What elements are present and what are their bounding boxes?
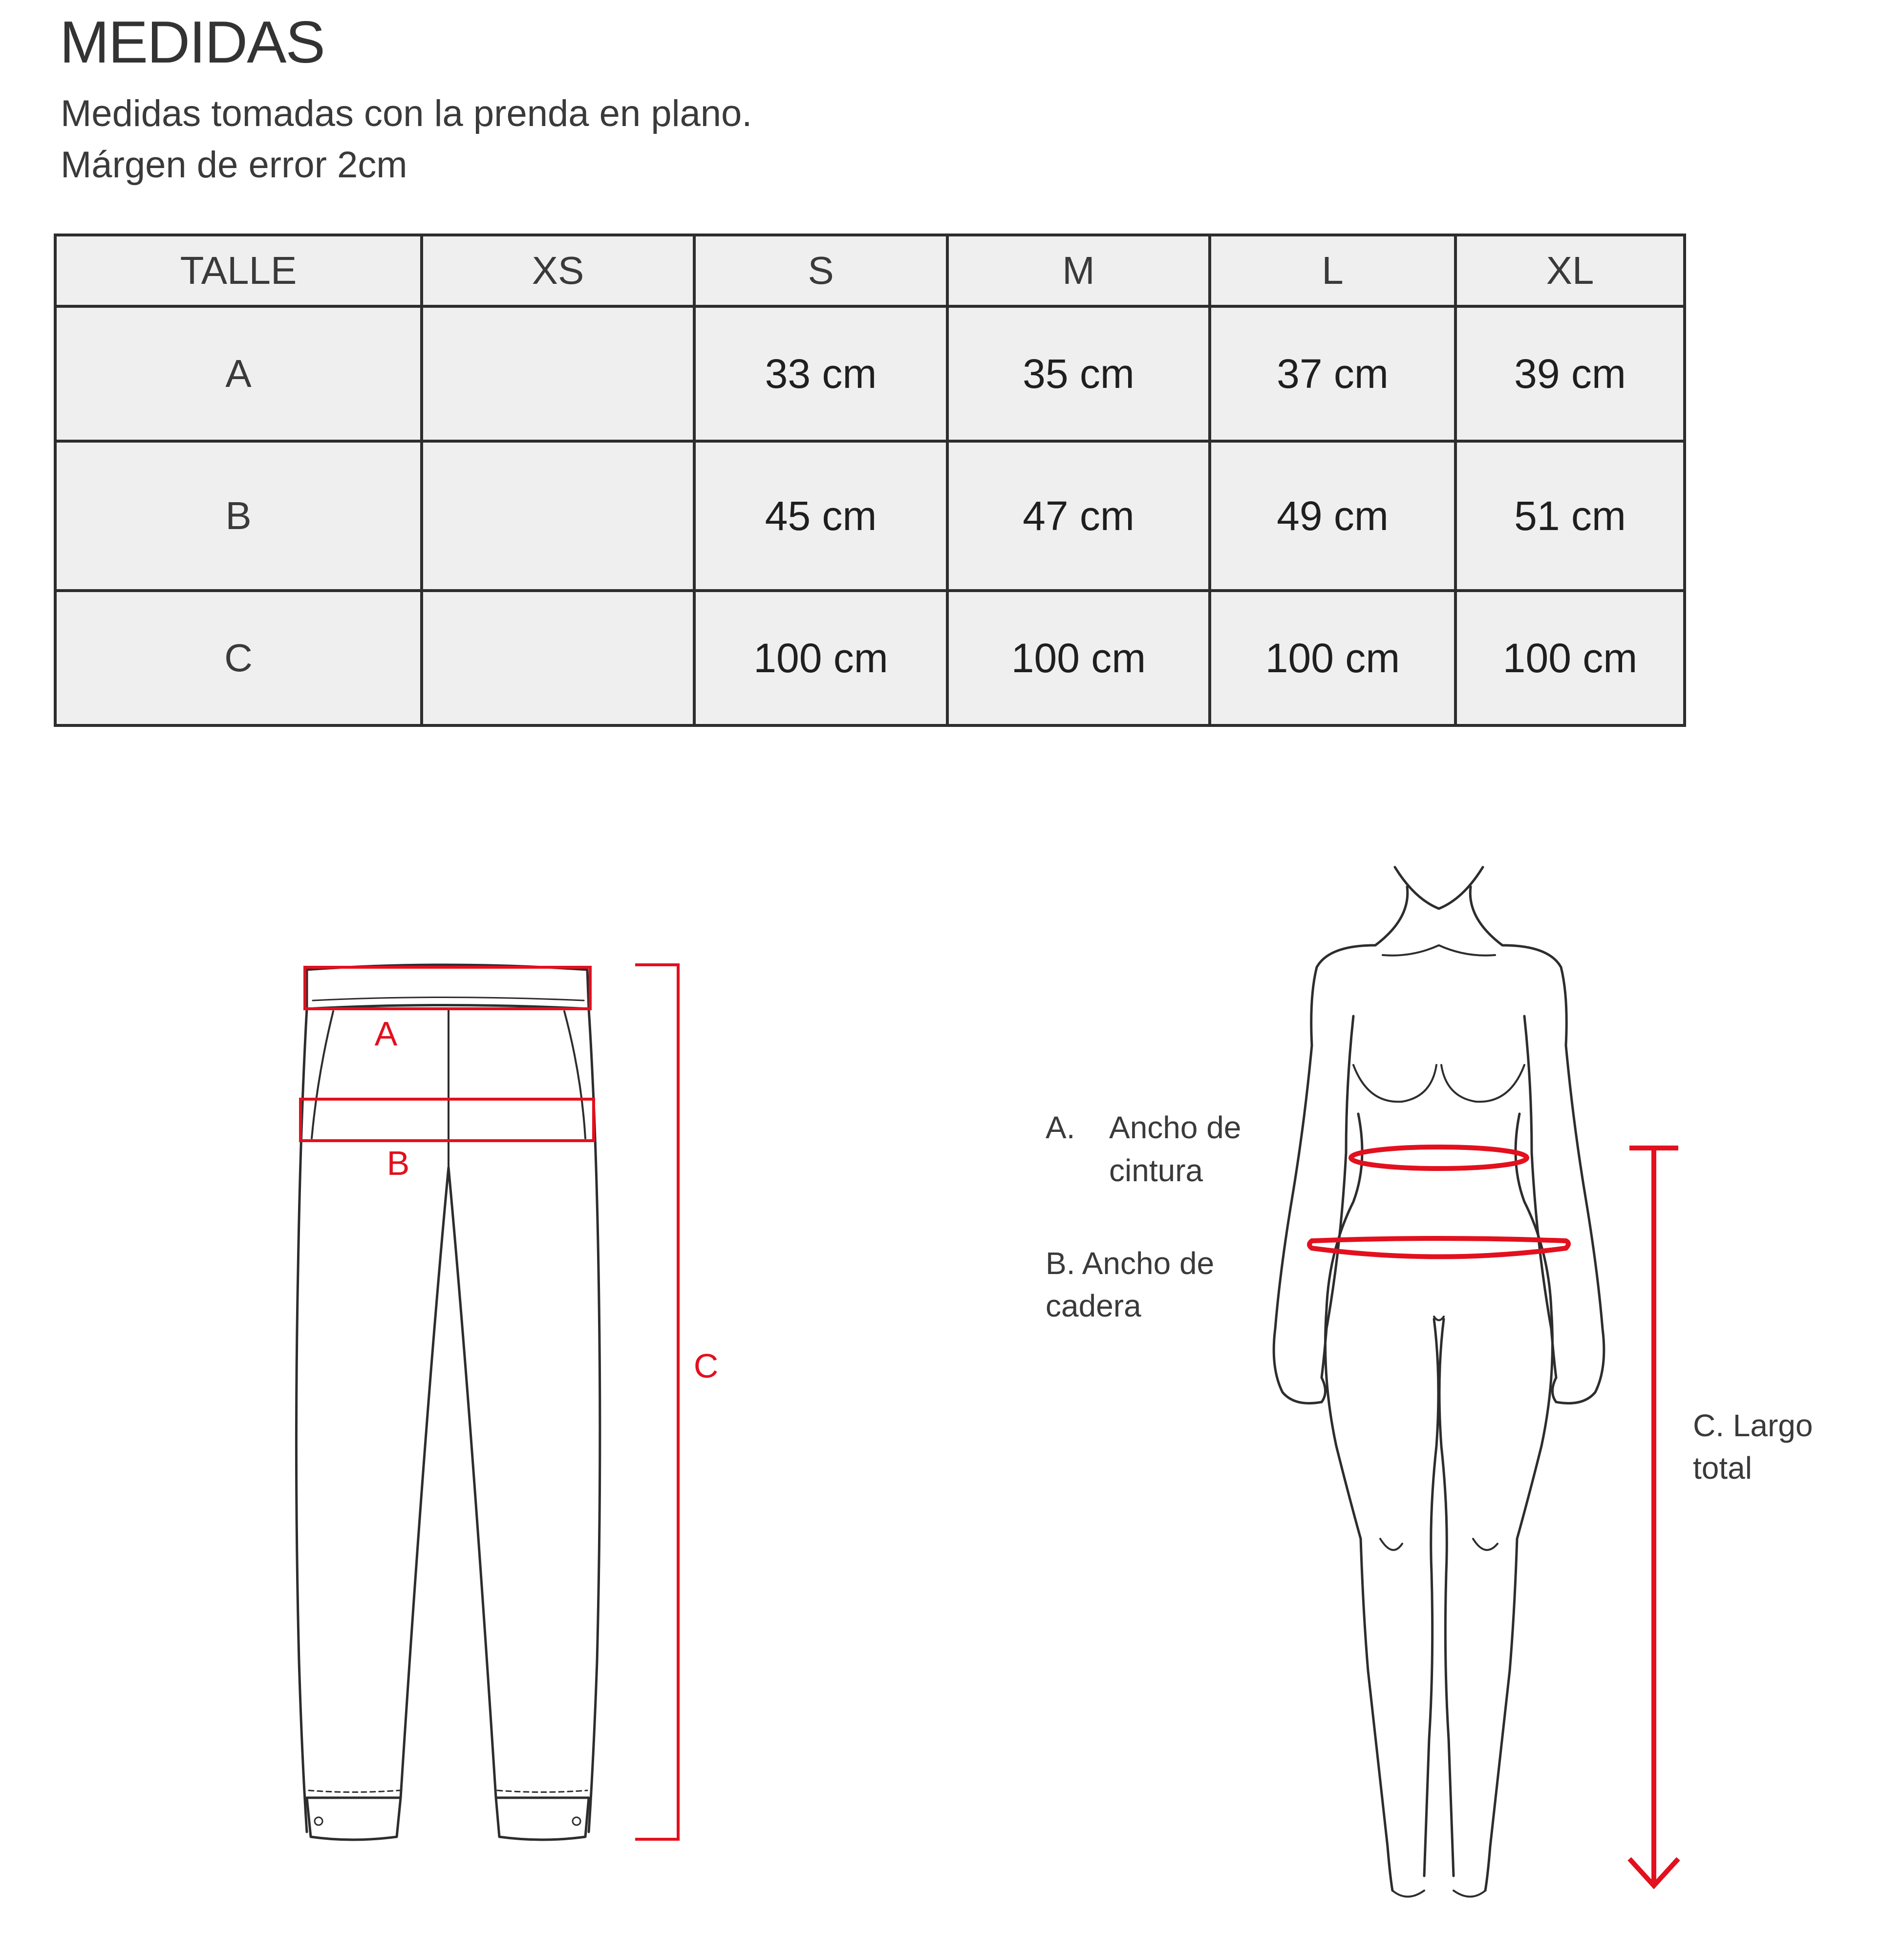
body-measurements — [1309, 1147, 1678, 1886]
pants-left-hem-stitch — [309, 1790, 400, 1792]
body-neck-right — [1470, 887, 1502, 945]
cell-c-m: 100 cm — [947, 591, 1210, 725]
row-label-c: C — [55, 591, 422, 725]
body-left-breast — [1353, 1065, 1436, 1102]
pants-right-cuff — [496, 1798, 589, 1840]
body-right-leg-outer — [1485, 1539, 1517, 1891]
pants-label-a: A — [374, 1015, 398, 1053]
row-label-b: B — [55, 441, 422, 591]
header-l: L — [1210, 235, 1455, 306]
body-right-breast — [1441, 1065, 1524, 1102]
pants-right-button — [573, 1817, 580, 1825]
pants-waistband — [307, 965, 589, 1009]
body-left-leg-outer — [1361, 1539, 1392, 1891]
length-bracket-c — [635, 965, 678, 1839]
body-crotch — [1434, 1317, 1444, 1320]
pants-illustration — [296, 965, 599, 1840]
body-right-knee — [1473, 1539, 1498, 1550]
subtitle-measure-note: Medidas tomadas con la prenda en plano. — [61, 93, 752, 134]
body-figure — [1274, 867, 1604, 1897]
pants-right-pocket — [564, 1011, 585, 1138]
legend-c-line2: total — [1693, 1450, 1752, 1486]
pants-left-pocket — [312, 1011, 333, 1138]
body-right-leg-inner — [1439, 1319, 1454, 1876]
body-right-shoulder — [1502, 945, 1566, 1045]
pants-left-button — [315, 1817, 322, 1825]
body-left-leg-inner — [1424, 1319, 1438, 1876]
waist-measure-box-a — [305, 967, 590, 1009]
cell-b-l: 49 cm — [1210, 441, 1455, 591]
page-title: MEDIDAS — [60, 9, 324, 75]
cell-c-xl: 100 cm — [1455, 591, 1685, 725]
cell-b-s: 45 cm — [694, 441, 947, 591]
header-talle: TALLE — [55, 235, 422, 306]
subtitle-error-margin: Márgen de error 2cm — [61, 144, 407, 186]
row-label-a: A — [55, 306, 422, 441]
header-m: M — [947, 235, 1210, 306]
header-xl: XL — [1455, 235, 1685, 306]
legend-a-letter: A. — [1046, 1110, 1075, 1145]
cell-c-l: 100 cm — [1210, 591, 1455, 725]
hip-measure-box-b — [300, 1099, 594, 1141]
pants-right-hem-stitch — [497, 1790, 587, 1792]
waist-ellipse-a — [1351, 1147, 1527, 1169]
legend-a-line1: Ancho de — [1109, 1110, 1241, 1145]
body-left-knee — [1380, 1539, 1402, 1550]
body-left-shoulder — [1311, 945, 1375, 1045]
body-collarbone — [1383, 945, 1495, 956]
cell-a-s: 33 cm — [694, 306, 947, 441]
pants-label-c: C — [693, 1347, 719, 1385]
header-s: S — [694, 235, 947, 306]
body-left-foot — [1392, 1891, 1424, 1897]
header-xs: XS — [422, 235, 694, 306]
cell-c-s: 100 cm — [694, 591, 947, 725]
legend-c-line1: C. Largo — [1693, 1408, 1813, 1443]
pants-label-b: B — [386, 1144, 410, 1182]
body-neck-left — [1375, 887, 1408, 945]
pants-waistband-inner — [313, 998, 584, 1001]
legend-b-line2: cadera — [1046, 1288, 1141, 1323]
legend-a-line2: cintura — [1109, 1153, 1203, 1188]
cell-b-m: 47 cm — [947, 441, 1210, 591]
legend-b-line1: B. Ancho de — [1046, 1246, 1215, 1281]
cell-a-xl: 39 cm — [1455, 306, 1685, 441]
cell-a-m: 35 cm — [947, 306, 1210, 441]
body-right-foot — [1454, 1891, 1485, 1897]
cell-b-xl: 51 cm — [1455, 441, 1685, 591]
cell-a-l: 37 cm — [1210, 306, 1455, 441]
body-right-arm-outer — [1556, 1045, 1604, 1403]
body-left-arm-outer — [1274, 1045, 1322, 1403]
pants-inseam — [401, 1168, 496, 1798]
hip-band-b — [1309, 1238, 1568, 1257]
